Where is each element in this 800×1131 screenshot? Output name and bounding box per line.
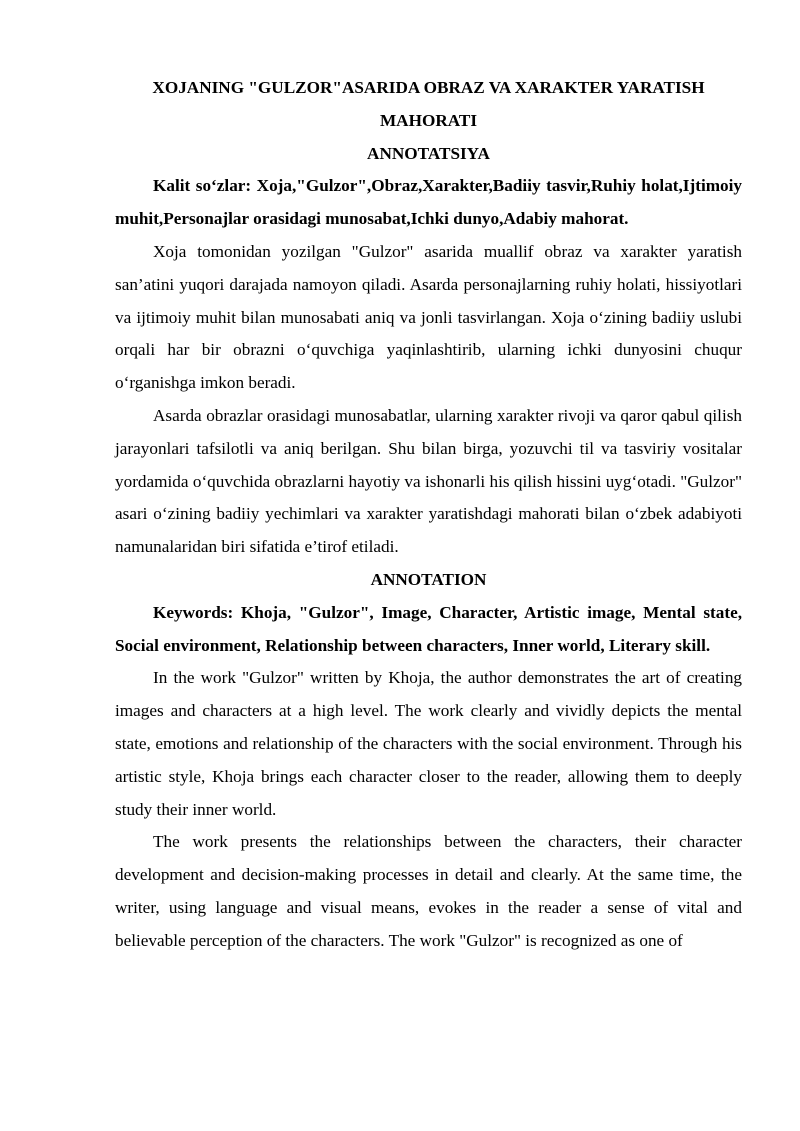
en-paragraph-1: In the work "Gulzor" written by Khoja, the author demonstrates the art of creating images and characters at a high level. The work clearly and vividly depicts the mental state, emotions and relationship of the characters with the social environment. Through his artistic style, Khoja brings each character closer to the reader, allowing them to deeply study their inner world. xyxy=(115,668,742,819)
en-paragraph-2: The work presents the relationships between the characters, their character development and decision-making processes in detail and clearly. At the same time, the writer, using language and visual means, evokes in the reader a sense of vital and believable perception of the characters. The work "Gulzor" is recognized as one of xyxy=(115,832,742,950)
en-annotation-heading: ANNOTATION xyxy=(370,569,487,589)
uz-paragraph-1: Xoja tomonidan yozilgan "Gulzor" asarida muallif obraz va xarakter yaratish san’atini yuqori darajada namoyon qiladi. Asarda personajlarning ruhiy holati, hissiyotlari va ijtimoiy muhit bilan munosabati aniq va jonli tasvirlangan. Xoja o‘zining badiiy uslubi orqali har bir obrazni o‘quvchiga yaqinlashtirib, ularning ichki dunyosini chuqur o‘rganishga imkon beradi. xyxy=(115,241,742,393)
uz-keywords: Kalit so‘zlar: Xoja,"Gulzor",Obraz,Xarakter,Badiiy tasvir,Ruhiy holat,Ijtimoiy muhit,Personajlar orasidagi munosabat,Ichki dunyo,Adabiy mahorat. xyxy=(115,176,742,229)
document-title: XOJANING "GULZOR"ASARIDA OBRAZ VA XARAKTER YARATISH MAHORATI xyxy=(152,78,705,130)
document-page xyxy=(115,72,742,958)
uz-annotation-heading: ANNOTATSIYA xyxy=(367,143,490,163)
uz-paragraph-2: Asarda obrazlar orasidagi munosabatlar, ularning xarakter rivoji va qaror qabul qilish jarayonlari tafsilotli va aniq berilgan. Shu bilan birga, yozuvchi til va tasviriy vositalar yordamida o‘quvchida obrazlarni hayotiy va ishonarli his qilish hissini uyg‘otadi. "Gulzor" asari o‘zining badiiy yechimlari va xarakter yaratishdagi mahorati bilan o‘zbek adabiyoti namunalaridan biri sifatida e’tirof etiladi. xyxy=(115,405,742,557)
en-keywords: Keywords: Khoja, "Gulzor", Image, Character, Artistic image, Mental state, Social environment, Relationship between characters, Inner world, Literary skill. xyxy=(115,602,742,655)
